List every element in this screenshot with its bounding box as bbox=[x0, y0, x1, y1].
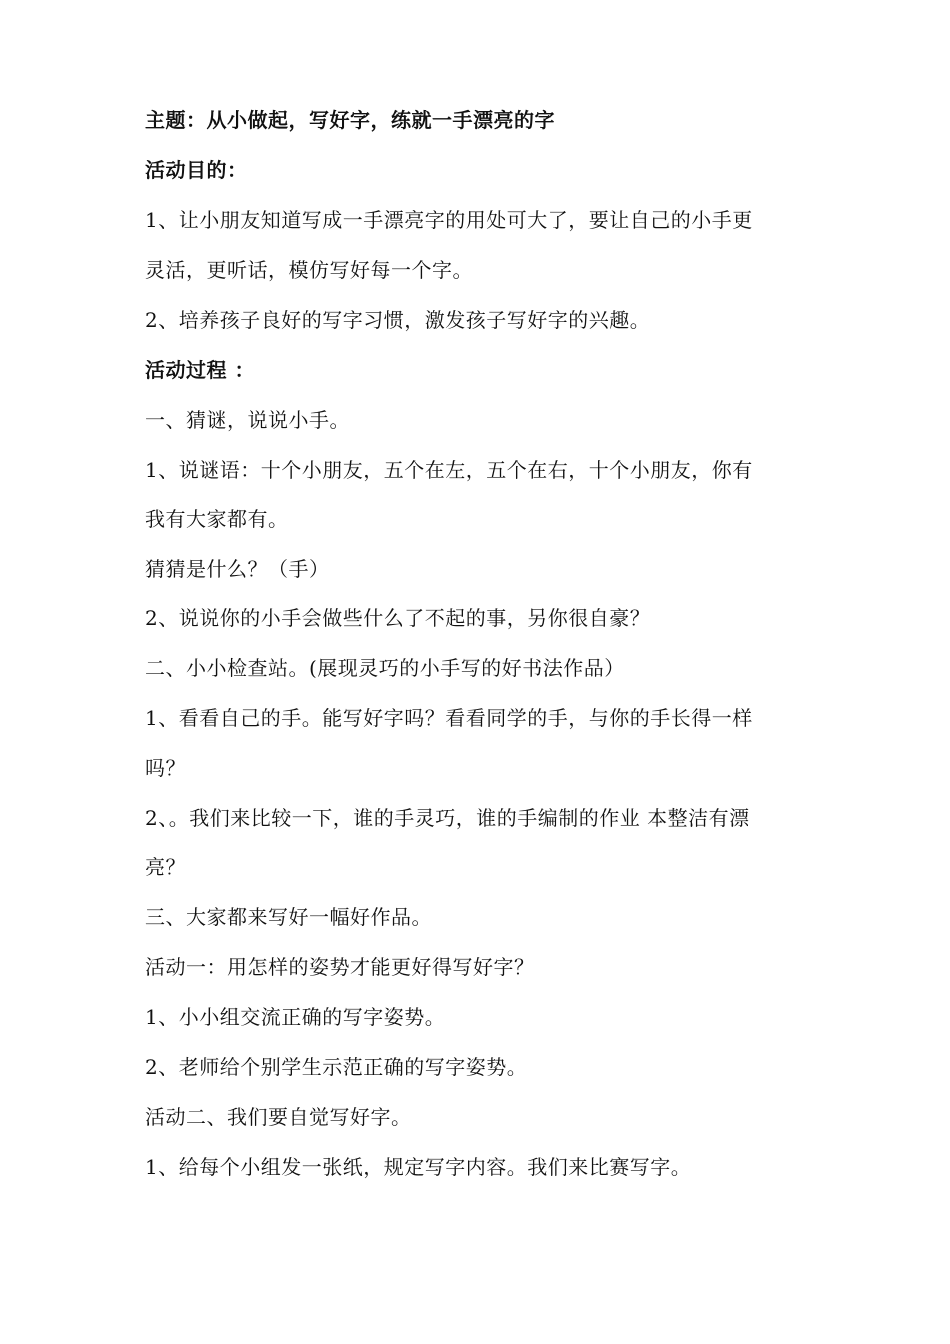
part-1-guess: 猜猜是什么？（手） bbox=[145, 557, 330, 581]
activity-2-item-1: 1、给每个小组发一张纸，规定写字内容。我们来比赛写字。 bbox=[145, 1155, 692, 1179]
purpose-item-1-line-2: 灵活，更听话，模仿写好每一个字。 bbox=[145, 258, 473, 282]
process-heading: 活动过程 ： bbox=[145, 358, 255, 382]
part-2-item-1-line-1: 1、看看自己的手。能写好字吗？看看同学的手，与你的手长得一样 bbox=[145, 706, 753, 730]
document-title: 主题：从小做起，写好字，练就一手漂亮的字 bbox=[145, 108, 555, 132]
part-2-item-1-line-2: 吗？ bbox=[145, 756, 186, 780]
purpose-item-1-line-1: 1、让小朋友知道写成一手漂亮字的用处可大了，要让自己的小手更 bbox=[145, 208, 753, 232]
purpose-item-2: 2、培养孩子良好的写字习惯，激发孩子写好字的兴趣。 bbox=[145, 308, 651, 332]
activity-1-item-2: 2、老师给个别学生示范正确的写字姿势。 bbox=[145, 1055, 528, 1079]
purpose-heading: 活动目的： bbox=[145, 158, 248, 182]
part-2-item-2-line-2: 亮？ bbox=[145, 855, 186, 879]
activity-1-title: 活动一：用怎样的姿势才能更好得写好字？ bbox=[145, 955, 535, 979]
part-2-item-2-line-1: 2、。我们来比较一下，谁的手灵巧，谁的手编制的作业 本整洁有漂 bbox=[145, 806, 750, 830]
part-1-item-1-line-1: 1、说谜语：十个小朋友，五个在左，五个在右，十个小朋友，你有 bbox=[145, 458, 753, 482]
part-1-title: 一、猜谜，说说小手。 bbox=[145, 408, 350, 432]
part-1-item-2: 2、说说你的小手会做些什么了不起的事，另你很自豪？ bbox=[145, 606, 651, 630]
activity-2-title: 活动二、我们要自觉写好字。 bbox=[145, 1105, 412, 1129]
part-1-item-1-line-2: 我有大家都有。 bbox=[145, 507, 289, 531]
part-2-title: 二、小小检查站。(展现灵巧的小手写的好书法作品） bbox=[145, 656, 625, 680]
activity-1-item-1: 1、小小组交流正确的写字姿势。 bbox=[145, 1005, 446, 1029]
part-3-title: 三、大家都来写好一幅好作品。 bbox=[145, 905, 432, 929]
